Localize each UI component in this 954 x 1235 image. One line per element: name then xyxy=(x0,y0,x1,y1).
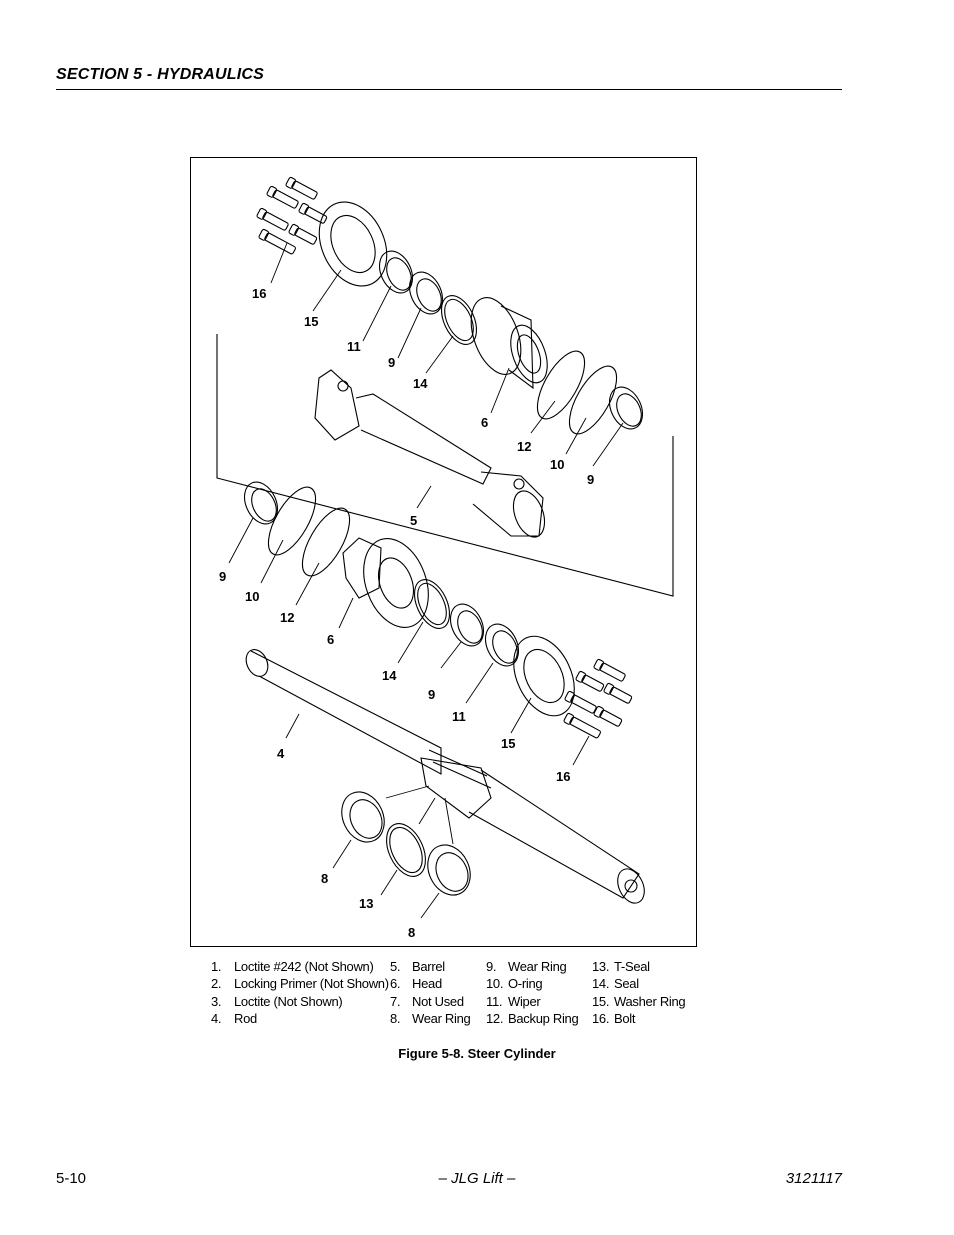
legend-text: Loctite #242 (Not Shown) xyxy=(234,959,374,974)
callout-9-right: 9 xyxy=(587,472,595,487)
callout-labels xyxy=(219,286,594,940)
washer-ring-top xyxy=(306,191,399,297)
legend-number: 12. xyxy=(486,1011,504,1026)
callout-9-lower: 9 xyxy=(428,687,436,702)
legend-text: Head xyxy=(412,976,442,991)
legend-text: Wear Ring xyxy=(508,959,567,974)
callout-16-lower: 16 xyxy=(556,769,571,784)
callout-8-left: 8 xyxy=(321,871,329,886)
callout-10-top: 10 xyxy=(550,457,565,472)
legend-number: 5. xyxy=(390,959,401,974)
legend-number: 8. xyxy=(390,1011,401,1026)
callout-11-top: 11 xyxy=(347,339,361,354)
section-title: SECTION 5 - HYDRAULICS xyxy=(56,66,264,83)
figure-caption: Figure 5-8. Steer Cylinder xyxy=(398,1046,556,1061)
head-top xyxy=(462,291,555,388)
callout-4: 4 xyxy=(277,746,285,761)
legend-number: 2. xyxy=(211,976,222,991)
header-rule xyxy=(56,89,842,90)
callout-15-lower: 15 xyxy=(501,736,516,751)
legend-text: Backup Ring xyxy=(508,1011,579,1026)
footer-brand: – JLG Lift – xyxy=(438,1170,516,1187)
bolt-group-top xyxy=(256,177,327,256)
legend-number: 1. xyxy=(211,959,222,974)
legend-text: Barrel xyxy=(412,959,445,974)
rings-lower-left xyxy=(238,477,359,583)
legend-number: 11. xyxy=(486,994,503,1009)
callout-8-bottom: 8 xyxy=(408,925,416,940)
callout-12-left: 12 xyxy=(280,610,295,625)
legend-text: Washer Ring xyxy=(614,994,686,1009)
parts-legend xyxy=(0,959,954,1039)
callout-9-top: 9 xyxy=(388,355,396,370)
rings-lower-middle xyxy=(407,574,524,671)
document-number: 3121117 xyxy=(785,1170,842,1187)
legend-text: T-Seal xyxy=(614,959,650,974)
legend-text: Seal xyxy=(614,976,639,991)
callout-15-top: 15 xyxy=(304,314,319,329)
legend-number: 13. xyxy=(592,959,610,974)
page-number: 5-10 xyxy=(56,1170,87,1187)
legend-text: Wiper xyxy=(508,994,541,1009)
legend-number: 9. xyxy=(486,959,497,974)
legend-number: 7. xyxy=(390,994,401,1009)
exploded-diagram xyxy=(191,158,698,948)
callout-16-top: 16 xyxy=(252,286,267,301)
callout-5: 5 xyxy=(410,513,418,528)
legend-number: 4. xyxy=(211,1011,222,1026)
legend-text: Wear Ring xyxy=(412,1011,471,1026)
barrel xyxy=(217,334,673,596)
callout-9-left: 9 xyxy=(219,569,227,584)
callout-6-lower: 6 xyxy=(327,632,335,647)
legend-number: 15. xyxy=(592,994,610,1009)
callout-6-top: 6 xyxy=(481,415,489,430)
callout-14-lower: 14 xyxy=(382,668,397,683)
bolt-group-lower xyxy=(563,659,632,740)
callout-12-top: 12 xyxy=(517,439,532,454)
legend-number: 14. xyxy=(592,976,610,991)
legend-text: O-ring xyxy=(508,976,543,991)
legend-text: Not Used xyxy=(412,994,464,1009)
legend-number: 6. xyxy=(390,976,401,991)
legend-number: 16. xyxy=(592,1011,610,1026)
rings-top xyxy=(373,246,483,350)
callout-11-lower: 11 xyxy=(452,709,466,724)
callout-13: 13 xyxy=(359,896,374,911)
rings-bottom xyxy=(334,785,478,902)
callout-10-left: 10 xyxy=(245,589,260,604)
legend-number: 3. xyxy=(211,994,222,1009)
legend-text: Locking Primer (Not Shown) xyxy=(234,976,389,991)
legend-text: Rod xyxy=(234,1011,257,1026)
legend-text: Loctite (Not Shown) xyxy=(234,994,343,1009)
legend-text: Bolt xyxy=(614,1011,636,1026)
callout-14-top: 14 xyxy=(413,376,428,391)
legend-number: 10. xyxy=(486,976,504,991)
figure-frame xyxy=(190,157,697,947)
